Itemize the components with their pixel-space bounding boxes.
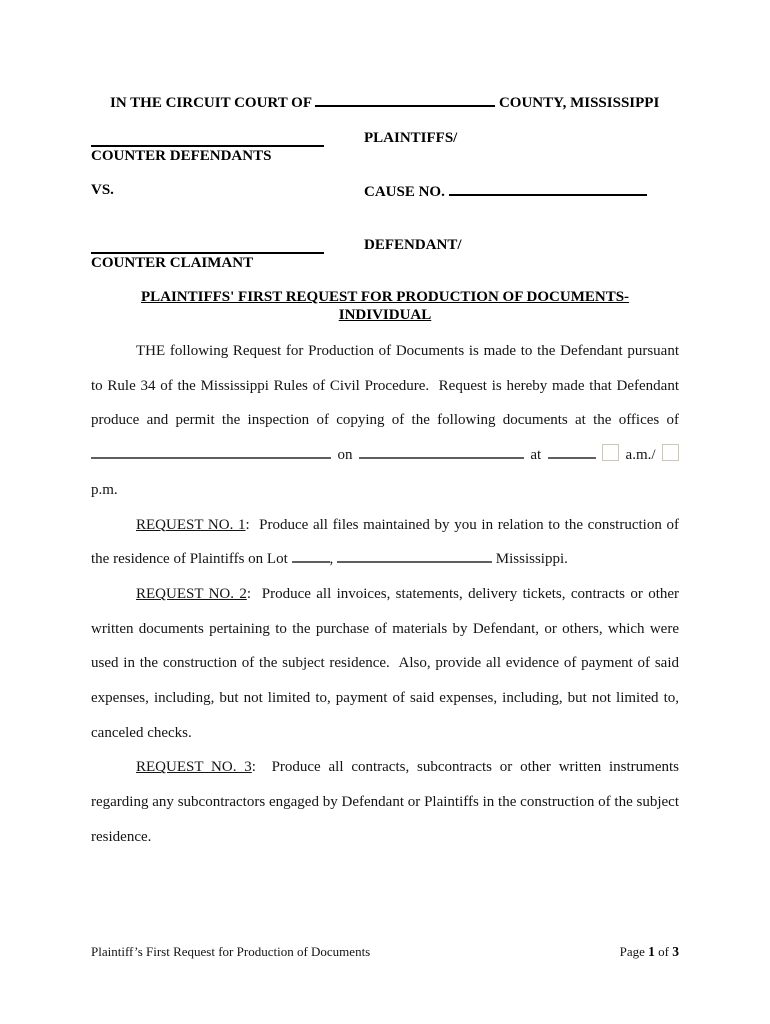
request-1-label: REQUEST NO. 1 [136,516,246,533]
request-1-paragraph [91,508,679,577]
defendant-caption-row [91,237,679,272]
defendant-name-column [91,237,364,272]
defendant-name-line [91,237,364,255]
cause-no-cell [364,182,679,201]
date-blank [359,445,524,459]
am-checkbox[interactable] [602,444,619,461]
document-title-line2: INDIVIDUAL [338,306,432,323]
pm-checkbox[interactable] [662,444,679,461]
request-3-label: REQUEST NO. 3 [136,759,252,776]
offices-blank [91,445,331,459]
footer-page-current: 1 [648,944,655,959]
court-heading-line [91,93,679,112]
defendant-label-column [364,237,679,272]
defendant-label: DEFENDANT/ [364,237,462,253]
on-label: on [337,447,353,464]
counter-claimant-label: COUNTER CLAIMANT [91,254,254,271]
request-1-comma: , [329,551,334,568]
defendant-name-blank [91,237,324,254]
request-1-text: Produce all files maintained by you in relation to the construction of the residence of Plaintiffs on Lot [91,516,680,568]
footer-page-total: 3 [672,944,679,959]
city-blank [337,549,492,563]
request-2-separator: : [246,585,257,602]
court-heading-suffix: COUNTY, MISSISSIPPI [498,95,660,111]
request-1-text-after: Mississippi. [495,551,568,568]
cause-no-blank [449,182,647,196]
at-label: at [530,447,542,464]
plaintiffs-label: PLAINTIFFS/ [364,130,458,146]
counter-defendants-label: COUNTER DEFENDANTS [91,147,272,164]
pm-label: p.m. [91,481,118,498]
time-blank [548,445,596,459]
request-3-text: Produce all contracts, subcontracts or other written instruments regarding any subcontractors engaged by Defendant or Plaintiffs in the construction of the subject residence. [91,759,680,845]
cause-no-label: CAUSE NO. [364,184,445,200]
request-2-text: Produce all invoices, statements, delivery tickets, contracts or other written documents pertaining to the purchase of materials by Defendant, or others, which were used in the construction of the subject residence. Also, provide all evidence of payment of said expenses, including, but not limited to, payment of said expenses, including, but not limited to, canceled checks. [91,585,680,741]
document-title [91,289,679,324]
request-2-paragraph [91,577,679,751]
request-2-label: REQUEST NO. 2 [136,585,247,602]
lot-number-blank [292,549,330,563]
page-footer [91,944,679,960]
footer-document-name: Plaintiff’s First Request for Production of Documents [91,944,371,959]
plaintiffs-caption-row [91,130,679,165]
vs-cause-row [91,182,679,201]
plaintiffs-label-column [364,130,679,165]
am-label: a.m./ [625,447,656,464]
request-3-separator: : [251,759,264,776]
document-title-line1: PLAINTIFFS' FIRST REQUEST FOR PRODUCTION OF DOCUMENTS- [140,289,630,305]
intro-text: THE following Request for Production of Documents is made to the Defendant pursuant to Rule 34 of the Mississippi Rules of Civil Procedure. Request is hereby made that Defendant produce and permit the inspection of copying of the following documents at the offices of [91,343,679,429]
request-1-separator: : [245,516,255,533]
plaintiffs-name-line [91,130,364,148]
plaintiffs-name-column [91,130,364,165]
footer-of-label: of [658,944,669,959]
plaintiffs-name-blank [91,130,324,147]
footer-page-label: Page [619,944,645,959]
county-name-blank [315,93,495,107]
vs-label: VS. [91,182,114,198]
intro-paragraph [91,334,679,508]
court-heading-prefix: IN THE CIRCUIT COURT OF [110,95,312,111]
request-3-paragraph [91,750,679,854]
footer-page-number [620,944,679,960]
